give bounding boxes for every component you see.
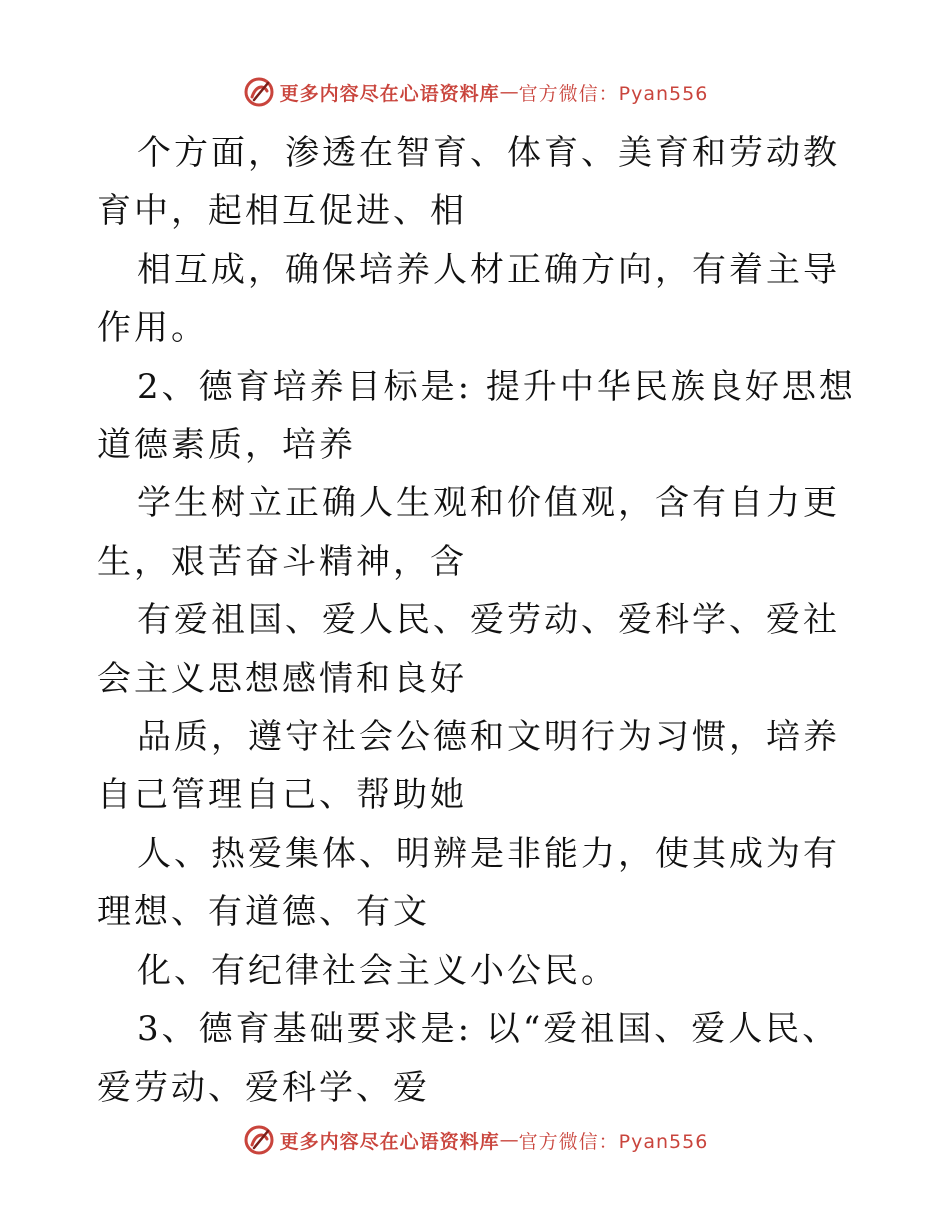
red-swirl-logo-icon bbox=[242, 1123, 276, 1157]
banner-brand: 更多内容尽在心语资料库 bbox=[279, 1130, 500, 1153]
paragraph: 相互成，确保培养人材正确方向，有着主导作用。 bbox=[97, 249, 840, 349]
paragraph: 3、德育基础要求是: 以“爱祖国、爱人民、爱劳动、爱科学、爱 bbox=[97, 1009, 840, 1108]
paragraph: 个方面，渗透在智育、体育、美育和劳动教育中，起相互促进、相 bbox=[97, 133, 840, 232]
banner-contact: 官方微信：Pyan556 bbox=[518, 82, 709, 105]
banner-separator: — bbox=[499, 1129, 519, 1151]
document-body bbox=[97, 124, 857, 1117]
paragraph: 人、热爱集体、明辨是非能力，使其成为有理想、有道德、有文 bbox=[97, 833, 840, 933]
paragraph: 学生树立正确人生观和价值观，含有自力更生，艰苦奋斗精神，含 bbox=[97, 483, 840, 582]
paragraph: 2、德育培养目标是: 提升中华民族良好思想道德素质，培养 bbox=[97, 366, 856, 466]
banner-brand: 更多内容尽在心语资料库 bbox=[279, 82, 500, 105]
paragraph: 化、有纪律社会主义小公民。 bbox=[137, 950, 618, 991]
header-banner bbox=[0, 72, 950, 112]
paragraph: 品质，遵守社会公德和文明行为习惯，培养自己管理自己、帮助她 bbox=[97, 717, 840, 816]
banner-separator: — bbox=[499, 81, 519, 103]
footer-banner bbox=[0, 1120, 950, 1160]
red-swirl-logo-icon bbox=[242, 75, 276, 109]
banner-contact: 官方微信：Pyan556 bbox=[518, 1130, 709, 1153]
paragraph: 有爱祖国、爱人民、爱劳动、爱科学、爱社会主义思想感情和良好 bbox=[97, 600, 840, 699]
